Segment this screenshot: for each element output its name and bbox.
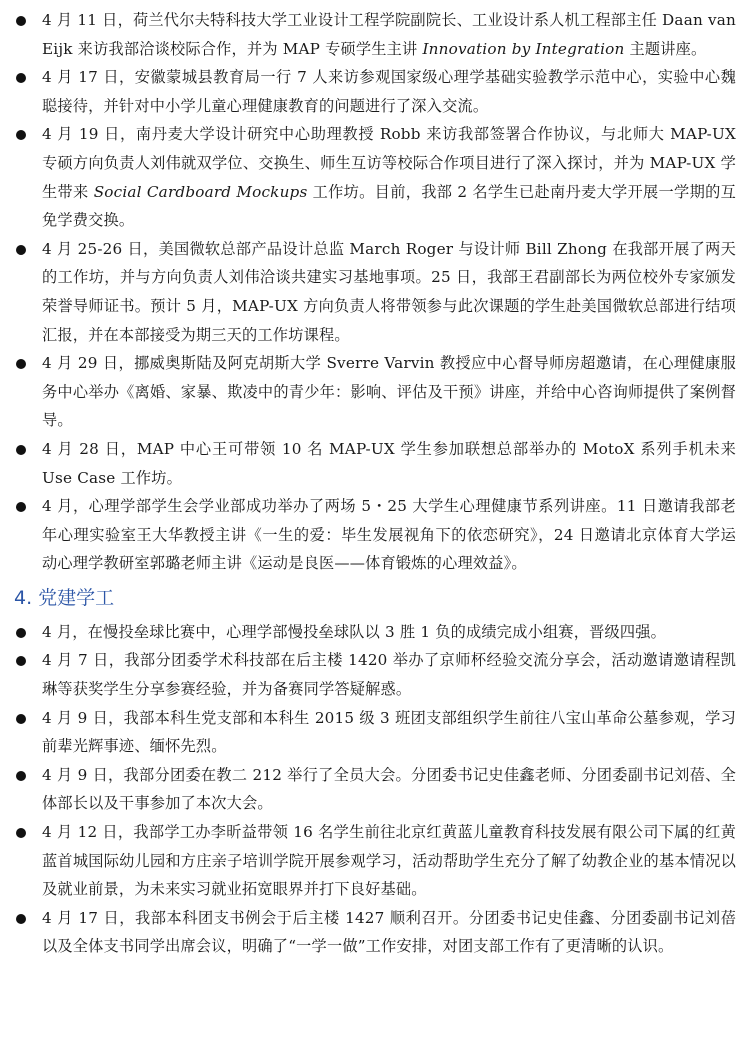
bullet-icon	[16, 628, 26, 638]
list-item: 4 月 25-26 日，美国微软总部产品设计总监 March Roger 与设计师 Bill Zhong 在我部开展了两天的工作坊，并与方向负责人刘伟洽谈共建实习基地事项。25 日，我部王君副部长为两位校外专家颁发荣誉导师证书。预计 5 月，MAP-UX 方向负责人将带领参与此次课题的学生赴美国微软总部进行结项汇报，并在本部接受为期三天的工作坊课程。	[14, 235, 736, 349]
list-item: 4 月 19 日，南丹麦大学设计研究中心助理教授 Robb 来访我部签署合作协议，与北师大 MAP-UX 专硕方向负责人刘伟就双学位、交换生、师生互访等校际合作项目进行了深入探讨，并为 MAP-UX 学生带来 Social Cardboard Mockups 工作坊。目前，我部 2 名学生已赴南丹麦大学开展一学期的互免学费交换。	[14, 120, 736, 234]
bullet-icon	[16, 16, 26, 26]
list-item: 4 月 9 日，我部本科生党支部和本科生 2015 级 3 班团支部组织学生前往八宝山革命公墓参观，学习前辈光辉事迹、缅怀先烈。	[14, 704, 736, 761]
bullet-icon	[16, 771, 26, 781]
bullet-icon	[16, 130, 26, 140]
list-item: 4 月 12 日，我部学工办李昕益带领 16 名学生前往北京红黄蓝儿童教育科技发展有限公司下属的红黄蓝首城国际幼儿园和方庄亲子培训学院开展参观学习，活动帮助学生充分了解了幼教企业的基本情况以及就业前景，为未来实习就业拓宽眼界并打下良好基础。	[14, 818, 736, 904]
list-item: 4 月 17 日，安徽蒙城县教育局一行 7 人来访参观国家级心理学基础实验教学示范中心，实验中心魏聪接待，并针对中小学儿童心理健康教育的问题进行了深入交流。	[14, 63, 736, 120]
section-heading: 4. 党建学工	[14, 586, 115, 609]
bullet-icon	[16, 502, 26, 512]
list-item: 4 月 9 日，我部分团委在教二 212 举行了全员大会。分团委书记史佳鑫老师、分团委副书记刘蓓、全体部长以及干事参加了本次大会。	[14, 761, 736, 818]
bullet-icon	[16, 828, 26, 838]
list-item: 4 月，在慢投垒球比赛中，心理学部慢投垒球队以 3 胜 1 负的成绩完成小组赛，晋级四强。	[14, 618, 736, 647]
exchange-activities-list	[14, 6, 736, 578]
bullet-icon	[16, 73, 26, 83]
list-item: 4 月 7 日，我部分团委学术科技部在后主楼 1420 举办了京师杯经验交流分享会，活动邀请邀请程凯琳等获奖学生分享参赛经验，并为备赛同学答疑解惑。	[14, 646, 736, 703]
list-item: 4 月 17 日，我部本科团支书例会于后主楼 1427 顺利召开。分团委书记史佳鑫、分团委副书记刘蓓以及全体支书同学出席会议，明确了“一学一做”工作安排，对团支部工作有了更清晰的认识。	[14, 904, 736, 961]
bullet-icon	[16, 714, 26, 724]
party-student-work-list	[14, 618, 736, 961]
list-item: 4 月 11 日，荷兰代尔夫特科技大学工业设计工程学院副院长、工业设计系人机工程部主任 Daan van Eijk 来访我部洽谈校际合作，并为 MAP 专硕学生主讲 Innovation by Integration 主题讲座。	[14, 6, 736, 63]
bullet-icon	[16, 445, 26, 455]
list-item: 4 月，心理学部学生会学业部成功举办了两场 5・25 大学生心理健康节系列讲座。11 日邀请我部老年心理实验室王大华教授主讲《一生的爱：毕生发展视角下的依恋研究》，24 日邀请北京体育大学运动心理学教研室郭璐老师主讲《运动是良医——体育锻炼的心理效益》。	[14, 492, 736, 578]
bullet-icon	[16, 914, 26, 924]
bullet-icon	[16, 656, 26, 666]
bullet-icon	[16, 245, 26, 255]
bullet-icon	[16, 359, 26, 369]
list-item: 4 月 29 日，挪威奥斯陆及阿克胡斯大学 Sverre Varvin 教授应中心督导师房超邀请，在心理健康服务中心举办《离婚、家暴、欺凌中的青少年：影响、评估及干预》讲座，并给中心咨询师提供了案例督导。	[14, 349, 736, 435]
list-item: 4 月 28 日，MAP 中心王可带领 10 名 MAP-UX 学生参加联想总部举办的 MotoX 系列手机未来 Use Case 工作坊。	[14, 435, 736, 492]
